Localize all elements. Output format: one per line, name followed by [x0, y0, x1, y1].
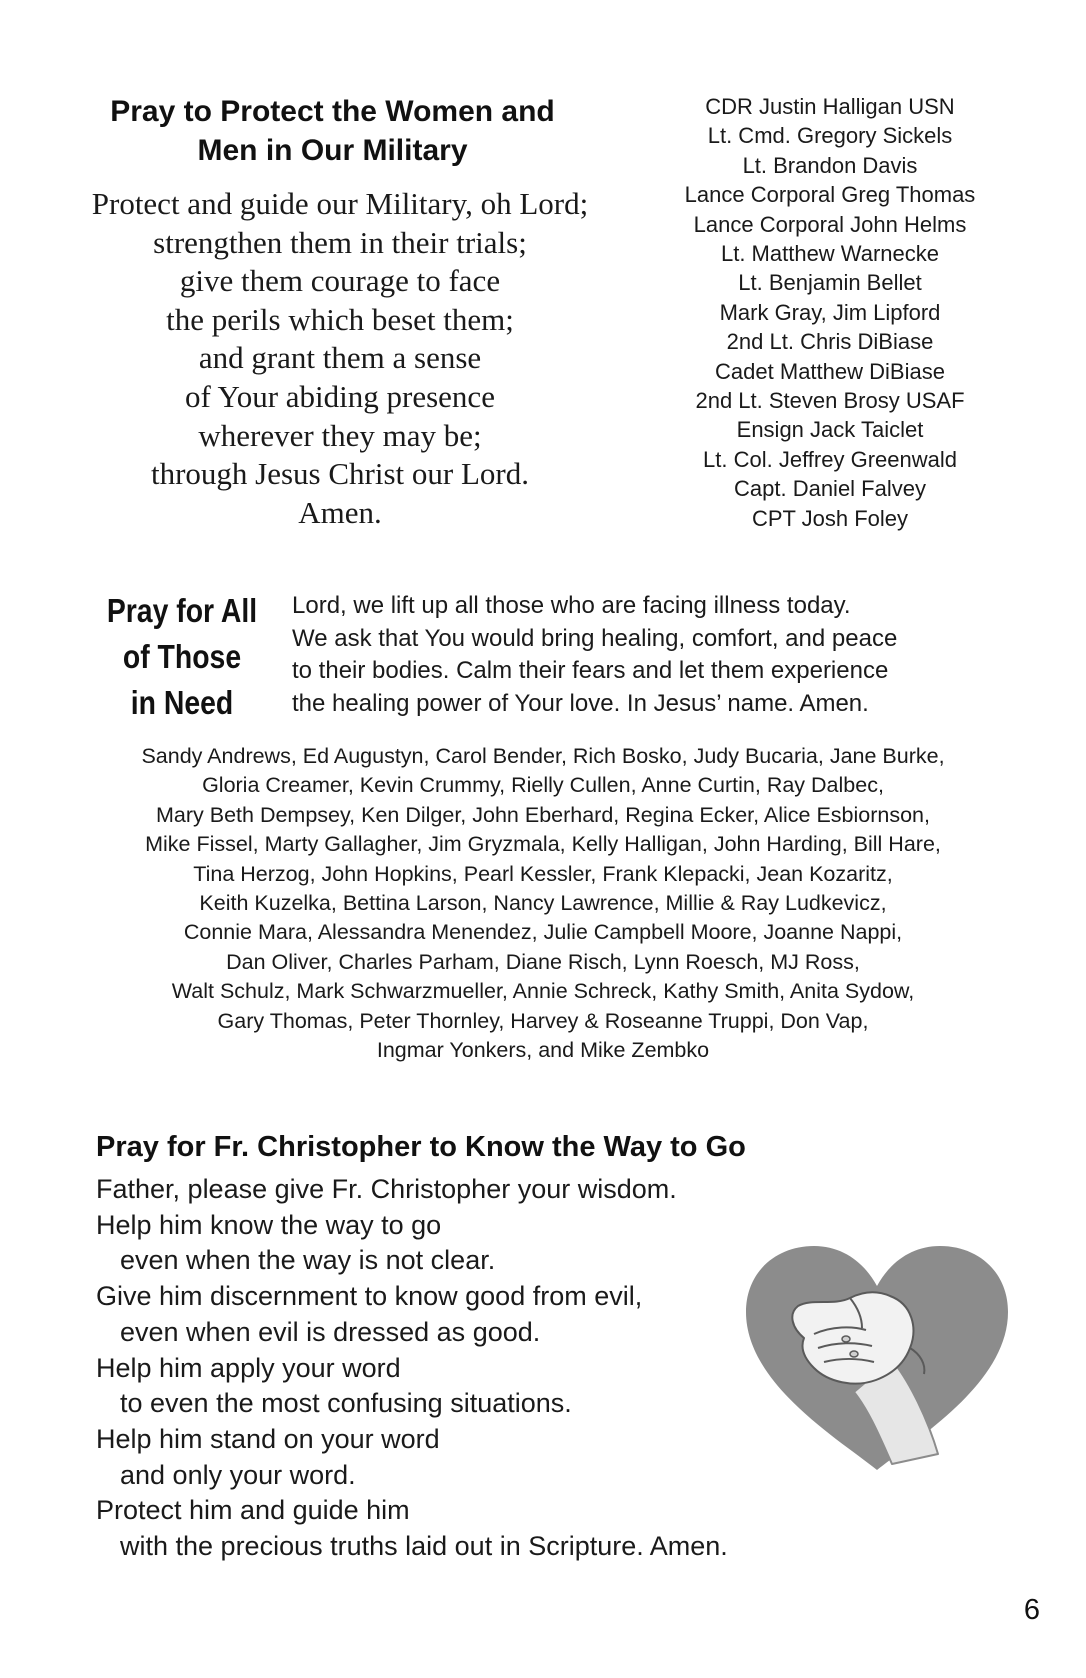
military-name: Lance Corporal Greg Thomas	[684, 182, 976, 208]
need-title-line: of Those	[122, 638, 242, 675]
military-name: Cadet Matthew DiBiase	[715, 358, 945, 384]
fr-christopher-title: Pray for Fr. Christopher to Know the Way to Go	[96, 1131, 746, 1163]
need-names-line: Gloria Creamer, Kevin Crummy, Rielly Cullen, Anne Curtin, Ray Dalbec,	[202, 773, 884, 798]
military-title-line: Men in Our Military	[197, 134, 468, 167]
military-prayer-line: give them courage to face	[179, 263, 501, 299]
fr-prayer-line: and only your word.	[120, 1459, 356, 1490]
military-prayer-line: the perils which beset them;	[166, 301, 514, 337]
fr-prayer-line: Help him stand on your word	[96, 1423, 440, 1454]
fr-prayer-line: Give him discernment to know good from evil,	[96, 1281, 643, 1312]
military-name: Capt. Daniel Falvey	[734, 476, 926, 502]
fr-prayer-line: even when evil is dressed as good.	[120, 1316, 541, 1347]
military-name: Lt. Benjamin Bellet	[738, 270, 922, 296]
need-names-line: Keith Kuzelka, Bettina Larson, Nancy Lawrence, Millie & Ray Ludkevicz,	[199, 891, 887, 916]
need-names-line: Connie Mara, Alessandra Menendez, Julie Campbell Moore, Joanne Nappi,	[183, 920, 903, 945]
need-section-title	[96, 588, 268, 726]
military-name: Mark Gray, Jim Lipford	[719, 299, 941, 325]
military-name: CPT Josh Foley	[751, 505, 909, 531]
fr-prayer-line: Help him apply your word	[96, 1352, 401, 1383]
military-section-title	[80, 92, 585, 170]
need-prayer-line: the healing power of Your love. In Jesus’ name. Amen.	[292, 689, 869, 717]
military-name: Lt. Brandon Davis	[742, 152, 918, 178]
fr-prayer-line: Protect him and guide him	[96, 1495, 410, 1526]
military-name: CDR Justin Halligan USN	[705, 94, 955, 119]
need-names-line: Tina Herzog, John Hopkins, Pearl Kessler, Frank Klepacki, Jean Kozaritz,	[193, 861, 893, 886]
military-prayer	[70, 185, 610, 532]
need-names-list	[60, 742, 1026, 1065]
military-name: Lance Corporal John Helms	[693, 211, 967, 237]
need-prayer	[292, 590, 1012, 720]
praying-hands-heart-icon	[742, 1242, 1012, 1472]
fr-prayer-line: Help him know the way to go	[96, 1209, 442, 1240]
military-prayer-line: Amen.	[298, 494, 382, 530]
page-number: 6	[1023, 1594, 1040, 1626]
need-names-line: Sandy Andrews, Ed Augustyn, Carol Bender, Rich Bosko, Judy Bucaria, Jane Burke,	[141, 744, 945, 768]
military-prayer-line: through Jesus Christ our Lord.	[150, 456, 529, 492]
need-title-line: Pray for All	[106, 592, 258, 629]
military-prayer-line: of Your abiding presence	[185, 378, 495, 414]
need-names-line: Ingmar Yonkers, and Mike Zembko	[376, 1038, 710, 1063]
military-prayer-line: strengthen them in their trials;	[153, 224, 527, 260]
need-names-line: Dan Oliver, Charles Parham, Diane Risch, Lynn Roesch, MJ Ross,	[226, 949, 860, 974]
military-prayer-line: Protect and guide our Military, oh Lord;	[91, 186, 589, 221]
need-title-line: in Need	[130, 684, 234, 721]
military-title-line: Pray to Protect the Women and	[110, 95, 555, 128]
fr-prayer-line: with the precious truths laid out in Scripture. Amen.	[120, 1531, 728, 1562]
need-names-line: Walt Schulz, Mark Schwarzmueller, Annie Schreck, Kathy Smith, Anita Sydow,	[171, 979, 915, 1004]
fr-prayer-line: to even the most confusing situations.	[120, 1388, 572, 1419]
need-prayer-line: We ask that You would bring healing, comfort, and peace	[292, 624, 898, 652]
military-prayer-line: and grant them a sense	[198, 340, 482, 376]
need-names-line: Mary Beth Dempsey, Ken Dilger, John Eberhard, Regina Ecker, Alice Esbiornson,	[156, 802, 930, 827]
need-names-line: Gary Thomas, Peter Thornley, Harvey & Roseanne Truppi, Don Vap,	[217, 1008, 869, 1033]
need-names-line: Mike Fissel, Marty Gallagher, Jim Gryzmala, Kelly Halligan, John Harding, Bill Hare,	[145, 832, 941, 857]
military-name: Ensign Jack Taiclet	[736, 417, 924, 443]
military-name: 2nd Lt. Steven Brosy USAF	[695, 388, 965, 414]
military-prayer-line: wherever they may be;	[198, 417, 482, 453]
fr-prayer-line: Father, please give Fr. Christopher your wisdom.	[96, 1174, 677, 1204]
military-name: Lt. Matthew Warnecke	[720, 241, 940, 267]
military-names-list	[640, 92, 1020, 533]
need-prayer-line: Lord, we lift up all those who are facing illness today.	[292, 592, 851, 619]
need-prayer-line: to their bodies. Calm their fears and let them experience	[292, 657, 889, 684]
fr-prayer-line: even when the way is not clear.	[120, 1245, 496, 1276]
military-name: 2nd Lt. Chris DiBiase	[726, 329, 934, 355]
military-name: Lt. Cmd. Gregory Sickels	[707, 123, 953, 149]
military-name: Lt. Col. Jeffrey Greenwald	[703, 446, 957, 472]
